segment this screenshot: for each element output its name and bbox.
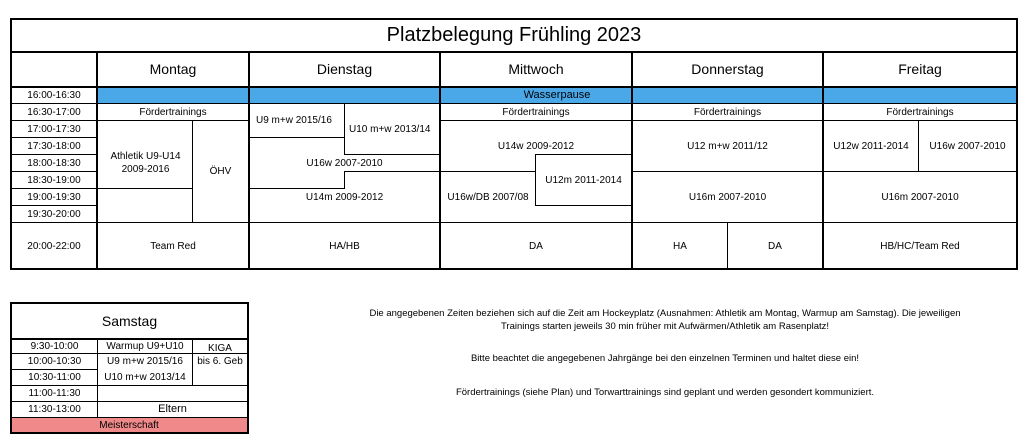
time-label: 18:30-19:00 — [27, 175, 81, 186]
note-line-4: Fördertrainings (siehe Plan) und Torwarttrainings sind geplant und werden gesondert kommuniziert. — [455, 387, 875, 398]
time-label: 11:30-13:00 — [28, 404, 81, 415]
dienstag-u16w: U16w 2007-2010 — [306, 157, 383, 169]
time-label: 10:00-10:30 — [27, 356, 82, 367]
day-header-mittwoch: Mittwoch — [508, 61, 564, 77]
saturday-warmup: Warmup U9+U10 — [106, 341, 184, 352]
saturday-title: Samstag — [101, 312, 158, 329]
saturday-eltern: Eltern — [158, 403, 187, 415]
time-label: 16:30-17:00 — [27, 107, 81, 118]
dienstag-u14m: U14m 2009-2012 — [305, 191, 384, 203]
day-header-dienstag: Dienstag — [316, 61, 373, 77]
time-label: 18:00-18:30 — [27, 158, 81, 169]
donnerstag-foerdertrainings: Fördertrainings — [693, 106, 762, 118]
athletik-line1: Athletik U9-U14 — [110, 151, 181, 162]
time-label: 19:30-20:00 — [27, 209, 81, 220]
time-label: 9:30-10:00 — [30, 341, 79, 352]
montag-foerdertrainings: Fördertrainings — [139, 107, 207, 118]
dienstag-u9: U9 m+w 2015/16 — [256, 115, 332, 126]
freitag-u16w: U16w 2007-2010 — [929, 140, 1006, 152]
day-header-montag: Montag — [149, 61, 197, 77]
wasserpause-band: Wasserpause — [97, 87, 1017, 104]
time-label: 20:00-22:00 — [27, 240, 81, 252]
kiga-line2: bis 6. Geb — [197, 356, 243, 367]
time-label: 16:00-16:30 — [27, 90, 81, 101]
day-header-donnerstag: Donnerstag — [691, 61, 764, 77]
note-line-3: Bitte beachtet die angegebenen Jahrgänge bei den einzelnen Terminen und haltet diese ein! — [470, 353, 860, 364]
donnerstag-evening-right: DA — [768, 240, 782, 252]
time-label: 17:00-17:30 — [27, 124, 81, 135]
montag-evening: Team Red — [150, 240, 196, 252]
mittwoch-u16w-db: U16w/DB 2007/08 — [447, 191, 529, 203]
note-line-2: Trainings starten jeweils 30 min früher mit Aufwärmen/Athletik am Rasenplatz! — [500, 321, 830, 332]
mittwoch-foerdertrainings: Fördertrainings — [502, 106, 570, 118]
time-label: 19:00-19:30 — [27, 192, 81, 203]
page-title: Platzbelegung Frühling 2023 — [386, 24, 642, 46]
montag-oehv: ÖHV — [209, 166, 232, 177]
saturday-kiga — [193, 340, 247, 370]
mittwoch-u12m: U12m 2011-2014 — [545, 174, 622, 186]
athletik-line2: 2009-2016 — [121, 164, 170, 175]
freitag-evening: HB/HC/Team Red — [880, 240, 960, 252]
montag-athletik — [98, 138, 193, 188]
mittwoch-evening: DA — [529, 240, 543, 252]
freitag-u12w: U12w 2011-2014 — [833, 140, 909, 152]
dienstag-evening: HA/HB — [329, 240, 360, 252]
freitag-u16m: U16m 2007-2010 — [881, 191, 959, 203]
saturday-u10: U10 m+w 2013/14 — [104, 372, 186, 383]
saturday-u9: U9 m+w 2015/16 — [107, 356, 183, 367]
freitag-foerdertrainings: Fördertrainings — [886, 106, 954, 118]
donnerstag-u12: U12 m+w 2011/12 — [687, 140, 768, 152]
time-label: 11:00-11:30 — [28, 388, 81, 399]
donnerstag-evening-left: HA — [673, 240, 687, 252]
note-line-1: Die angegebenen Zeiten beziehen sich auf die Zeit am Hockeyplatz (Ausnahmen: Athletik am Montag, Warmup am Samstag). Die jeweiligen — [369, 308, 961, 319]
kiga-line1: KIGA — [208, 343, 232, 354]
meisterschaft-band: Meisterschaft — [11, 417, 247, 433]
dienstag-u10: U10 m+w 2013/14 — [349, 124, 431, 135]
mittwoch-u14w: U14w 2009-2012 — [497, 140, 575, 152]
time-label: 10:30-11:00 — [28, 372, 81, 383]
time-label: 17:30-18:00 — [27, 141, 81, 152]
donnerstag-u16m: U16m 2007-2010 — [688, 191, 767, 203]
day-header-freitag: Freitag — [898, 61, 942, 77]
